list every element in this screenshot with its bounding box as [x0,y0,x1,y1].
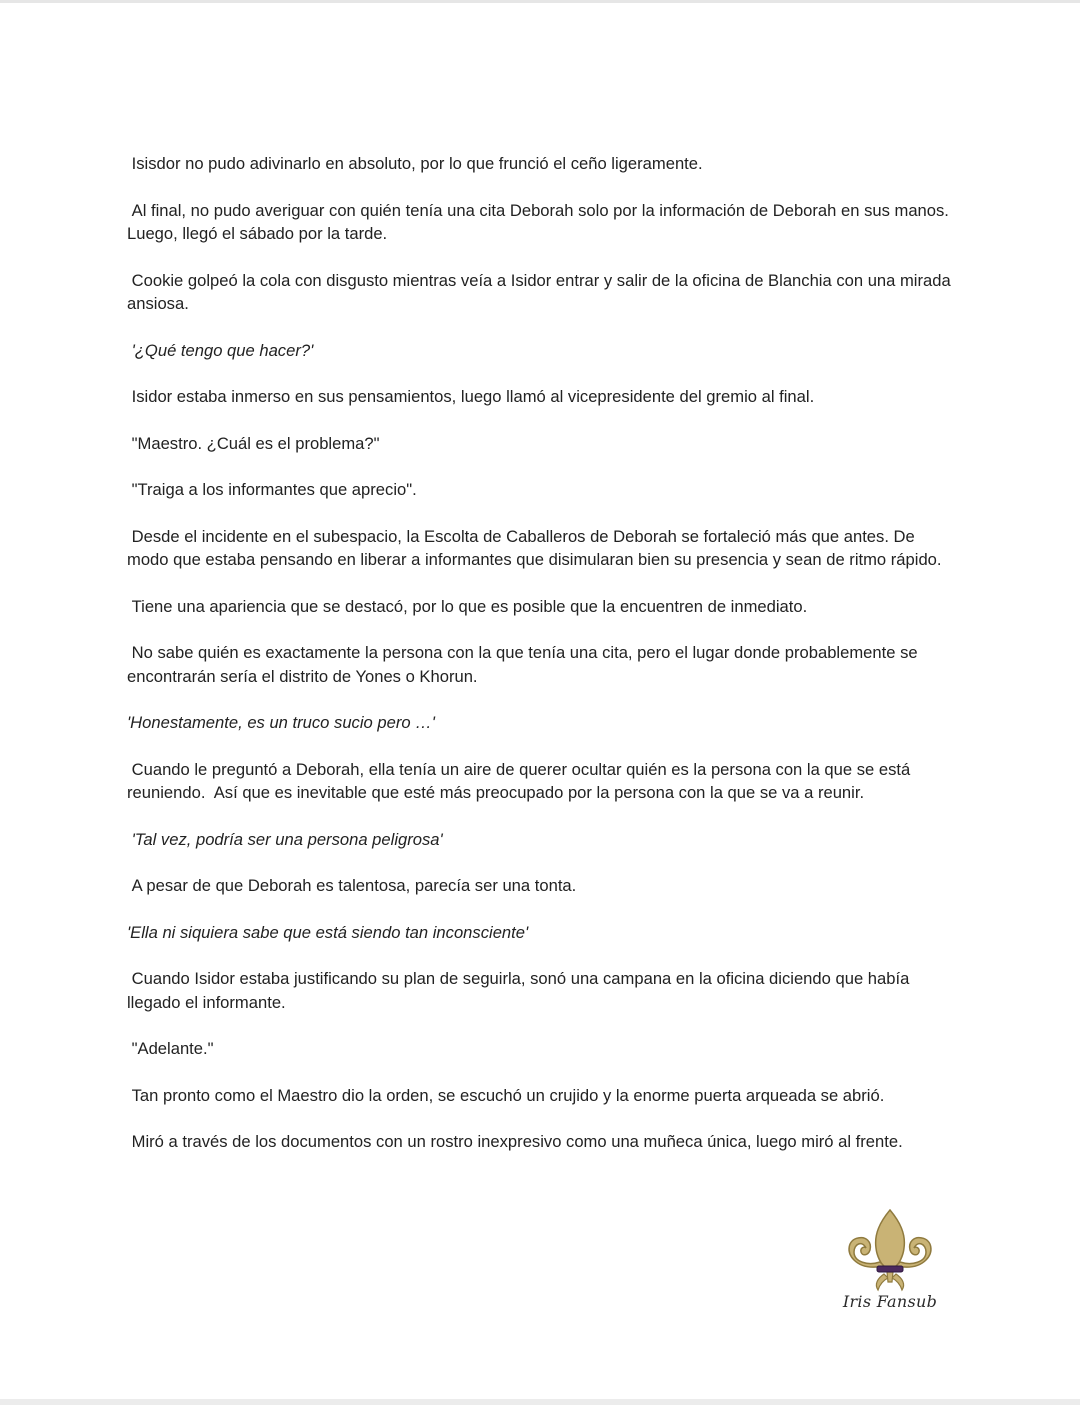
fansub-logo [838,1208,938,1318]
paragraph: Tiene una apariencia que se destacó, por lo que es posible que la encuentren de inmediato. [127,596,808,616]
paragraph-thought: 'Tal vez, podría ser una persona peligrosa' [127,829,443,849]
paragraph: Cookie golpeó la cola con disgusto mientras veía a Isidor entrar y salir de la oficina de Blanchia con una mirada ansiosa. [127,270,956,313]
paragraph-thought: '¿Qué tengo que hacer?' [127,340,314,360]
paragraph-dialogue: "Traiga a los informantes que aprecio". [127,480,417,499]
fleur-de-lis-icon [844,1208,936,1292]
paragraph: Tan pronto como el Maestro dio la orden, se escuchó un crujido y la enorme puerta arqueada se abrió. [127,1085,885,1105]
paragraph: No sabe quién es exactamente la persona con la que tenía una cita, pero el lugar donde probablemente se encontrarán sería el distrito de Yones o Khorun. [127,643,923,686]
paragraph: Cuando Isidor estaba justificando su plan de seguirla, sonó una campana en la oficina diciendo que había llegado el informante. [127,969,914,1012]
paragraph: Isidor estaba inmerso en sus pensamientos, luego llamó al vicepresidente del gremio al final. [127,387,815,406]
paragraph: Cuando le preguntó a Deborah, ella tenía un aire de querer ocultar quién es la persona con la que se está reuniendo. Así que es inevitable que esté más preocupado por la persona con la que se va a reunir. [127,759,915,802]
paragraph: Al final, no pudo averiguar con quién tenía una cita Deborah solo por la información de Deborah en sus manos. Luego, llegó el sábado por la tarde. [127,200,959,243]
paragraph-thought: 'Ella ni siquiera sabe que está siendo tan inconsciente' [127,922,529,942]
paragraph: A pesar de que Deborah es talentosa, parecía ser una tonta. [127,876,577,895]
page-bottom-border [0,1399,1080,1405]
paragraph-thought: 'Honestamente, es un truco sucio pero …' [127,713,435,732]
paragraph: Desde el incidente en el subespacio, la Escolta de Caballeros de Deborah se fortaleció más que antes. De modo que estaba pensando en liberar a informantes que disimularan bien su presencia y sean de ritmo rápido. [127,526,942,569]
paragraph: Miró a través de los documentos con un rostro inexpresivo como una muñeca única, luego miró al frente. [127,1132,903,1151]
logo-text: Iris Fansub [842,1292,938,1311]
paragraph-dialogue: "Adelante." [127,1039,214,1058]
document-body [127,152,957,1177]
paragraph-dialogue: "Maestro. ¿Cuál es el problema?" [127,433,380,453]
paragraph: Isisdor no pudo adivinarlo en absoluto, por lo que frunció el ceño ligeramente. [127,154,703,173]
page-top-border [0,0,1080,3]
